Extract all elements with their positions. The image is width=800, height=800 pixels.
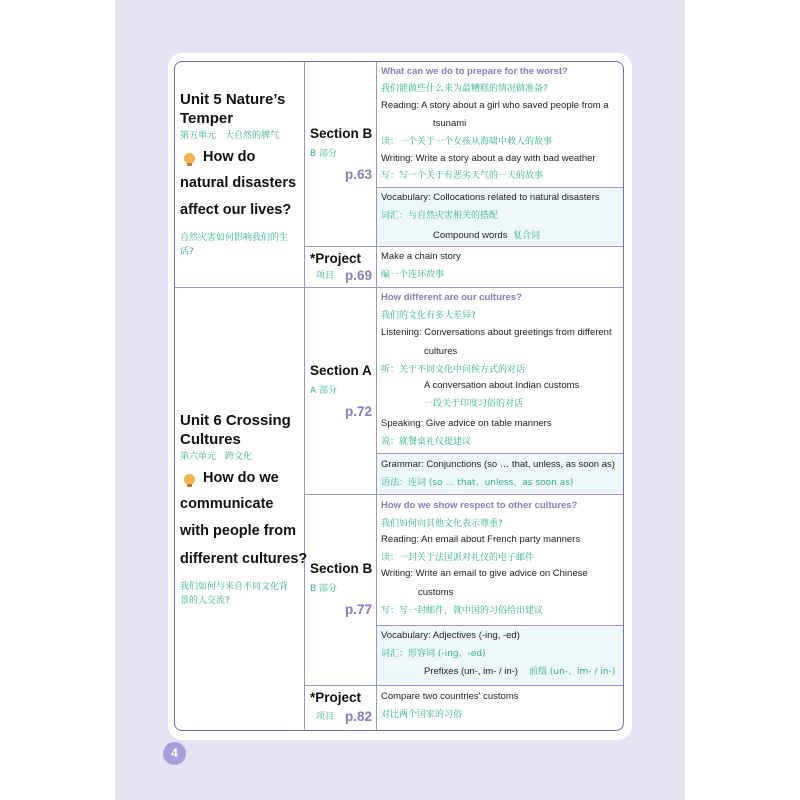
unit6-project-cn: 项目 bbox=[316, 712, 335, 722]
unit5-b-compound-cn: 复合词 bbox=[513, 231, 541, 241]
unit5-project-cn: 项目 bbox=[316, 271, 335, 281]
unit6-project: *Project bbox=[310, 690, 362, 705]
row-divider bbox=[175, 287, 623, 288]
unit5-title: Temper bbox=[180, 110, 234, 127]
unit6-a-heading-cn: 我们的文化有多大差异? bbox=[381, 311, 476, 321]
unit5-question-cn: 活? bbox=[180, 247, 194, 257]
lightbulb-icon bbox=[184, 153, 195, 164]
unit6-question-cn: 景的人交流? bbox=[180, 596, 230, 606]
unit5-section-b-page[interactable]: p.63 bbox=[345, 167, 373, 182]
unit6-b-reading: Reading: An email about French party manners bbox=[381, 534, 581, 545]
unit5-b-reading: Reading: A story about a girl who saved people from a bbox=[381, 100, 609, 111]
unit6-b-writing: Writing: Write an email to give advice on Chinese bbox=[381, 568, 588, 579]
unit6-a-grammar-cn: 语法：连词 (so … that、unless、as soon as) bbox=[381, 478, 574, 488]
row-divider bbox=[305, 494, 623, 495]
unit5-b-vocab: Vocabulary: Collocations related to natural disasters bbox=[381, 192, 600, 203]
unit6-b-writing: customs bbox=[418, 587, 454, 598]
unit6-b-reading-cn: 读：一封关于法国派对礼仪的电子邮件 bbox=[381, 553, 535, 563]
unit6-a-speaking: Speaking: Give advice on table manners bbox=[381, 418, 552, 429]
unit6-b-heading: How do we show respect to other cultures? bbox=[381, 500, 578, 511]
unit5-project: *Project bbox=[310, 251, 362, 266]
unit6-question-cn: 我们如何与来自不同文化背 bbox=[180, 582, 289, 592]
unit6-project-line: Compare two countries' customs bbox=[381, 691, 519, 702]
unit6-b-prefixes: Prefixes (un-, im- / in-) bbox=[424, 666, 518, 677]
unit5-question: How do bbox=[203, 149, 256, 165]
unit6-section-b: Section B bbox=[310, 561, 373, 576]
row-divider bbox=[377, 187, 623, 188]
row-divider bbox=[305, 685, 623, 686]
unit5-b-reading-cn: 读：一个关于一个女孩从海啸中救人的故事 bbox=[381, 137, 553, 147]
unit6-section-a: Section A bbox=[310, 363, 372, 378]
unit6-section-b-cn: B 部分 bbox=[310, 584, 338, 594]
row-divider bbox=[305, 246, 623, 247]
page-number-badge: 4 bbox=[163, 742, 186, 765]
unit5-question: affect our lives? bbox=[180, 202, 292, 218]
unit5-b-reading: tsunami bbox=[433, 118, 467, 129]
unit6-a-listening2: A conversation about Indian customs bbox=[424, 380, 580, 391]
unit6-title-cn: 第六单元 跨文化 bbox=[180, 452, 253, 462]
unit6-question: with people from bbox=[180, 523, 296, 539]
unit5-title-cn: 第五单元 大自然的脾气 bbox=[180, 131, 280, 141]
unit5-section-b: Section B bbox=[310, 126, 373, 141]
unit5-title: Unit 5 Nature’s bbox=[180, 91, 286, 108]
unit6-section-a-page[interactable]: p.72 bbox=[345, 404, 373, 419]
lightbulb-icon bbox=[184, 474, 195, 485]
unit6-project-line-cn: 对比两个国家的习俗 bbox=[381, 710, 463, 720]
unit5-project-line: Make a chain story bbox=[381, 251, 461, 262]
unit6-section-b-page[interactable]: p.77 bbox=[345, 602, 373, 617]
column-divider-1 bbox=[304, 62, 305, 730]
unit6-a-speaking-cn: 说：就餐桌礼仪提建议 bbox=[381, 437, 472, 447]
unit5-b-vocab-cn: 词汇：与自然灾害相关的搭配 bbox=[381, 211, 499, 221]
unit6-a-listening: Listening: Conversations about greetings from different bbox=[381, 327, 612, 338]
unit5-section-b-cn: B 部分 bbox=[310, 149, 338, 159]
unit5-project-page[interactable]: p.69 bbox=[345, 268, 373, 283]
row-divider bbox=[377, 625, 623, 626]
unit6-question: different cultures? bbox=[180, 551, 308, 567]
unit6-b-vocab: Vocabulary: Adjectives (-ing, -ed) bbox=[381, 630, 520, 641]
unit6-b-vocab-cn: 词汇：形容词 (-ing、-ed) bbox=[381, 649, 486, 659]
unit6-b-prefixes-cn: 前缀 (un-、im- / in-) bbox=[529, 667, 616, 677]
unit6-a-listening2-cn: 一段关于印度习俗的对话 bbox=[424, 399, 524, 409]
unit6-project-page[interactable]: p.82 bbox=[345, 709, 373, 724]
unit6-title: Cultures bbox=[180, 431, 241, 448]
unit5-b-heading: What can we do to prepare for the worst? bbox=[381, 66, 568, 77]
unit6-b-heading-cn: 我们如何向其他文化表示尊重? bbox=[381, 519, 503, 529]
unit5-project-line-cn: 编一个连环故事 bbox=[381, 270, 445, 280]
unit6-a-heading: How different are our cultures? bbox=[381, 292, 522, 303]
unit5-b-writing-cn: 写：写一个关于有恶劣天气的一天的故事 bbox=[381, 171, 544, 181]
unit5-question-cn: 自然灾害如何影响我们的生 bbox=[180, 233, 289, 243]
unit5-question: natural disasters bbox=[180, 175, 297, 191]
unit6-a-listening-cn: 听：关于不同文化中问候方式的对话 bbox=[381, 365, 526, 375]
unit5-b-compound: Compound words bbox=[433, 230, 508, 241]
row-divider bbox=[377, 453, 623, 454]
unit6-section-a-cn: A 部分 bbox=[310, 386, 338, 396]
column-divider-2 bbox=[376, 62, 377, 730]
unit6-question: communicate bbox=[180, 496, 274, 512]
unit6-title: Unit 6 Crossing bbox=[180, 412, 291, 429]
unit5-b-heading-cn: 我们能做些什么来为最糟糕的情况做准备? bbox=[381, 84, 548, 94]
unit5-b-writing: Writing: Write a story about a day with bad weather bbox=[381, 153, 596, 164]
unit6-b-writing-cn: 写：写一封邮件，就中国的习俗给出建议 bbox=[381, 606, 544, 616]
unit6-a-grammar: Grammar: Conjunctions (so … that, unless, as soon as) bbox=[381, 459, 615, 470]
unit6-question: How do we bbox=[203, 470, 279, 486]
unit6-a-listening: cultures bbox=[424, 346, 458, 357]
